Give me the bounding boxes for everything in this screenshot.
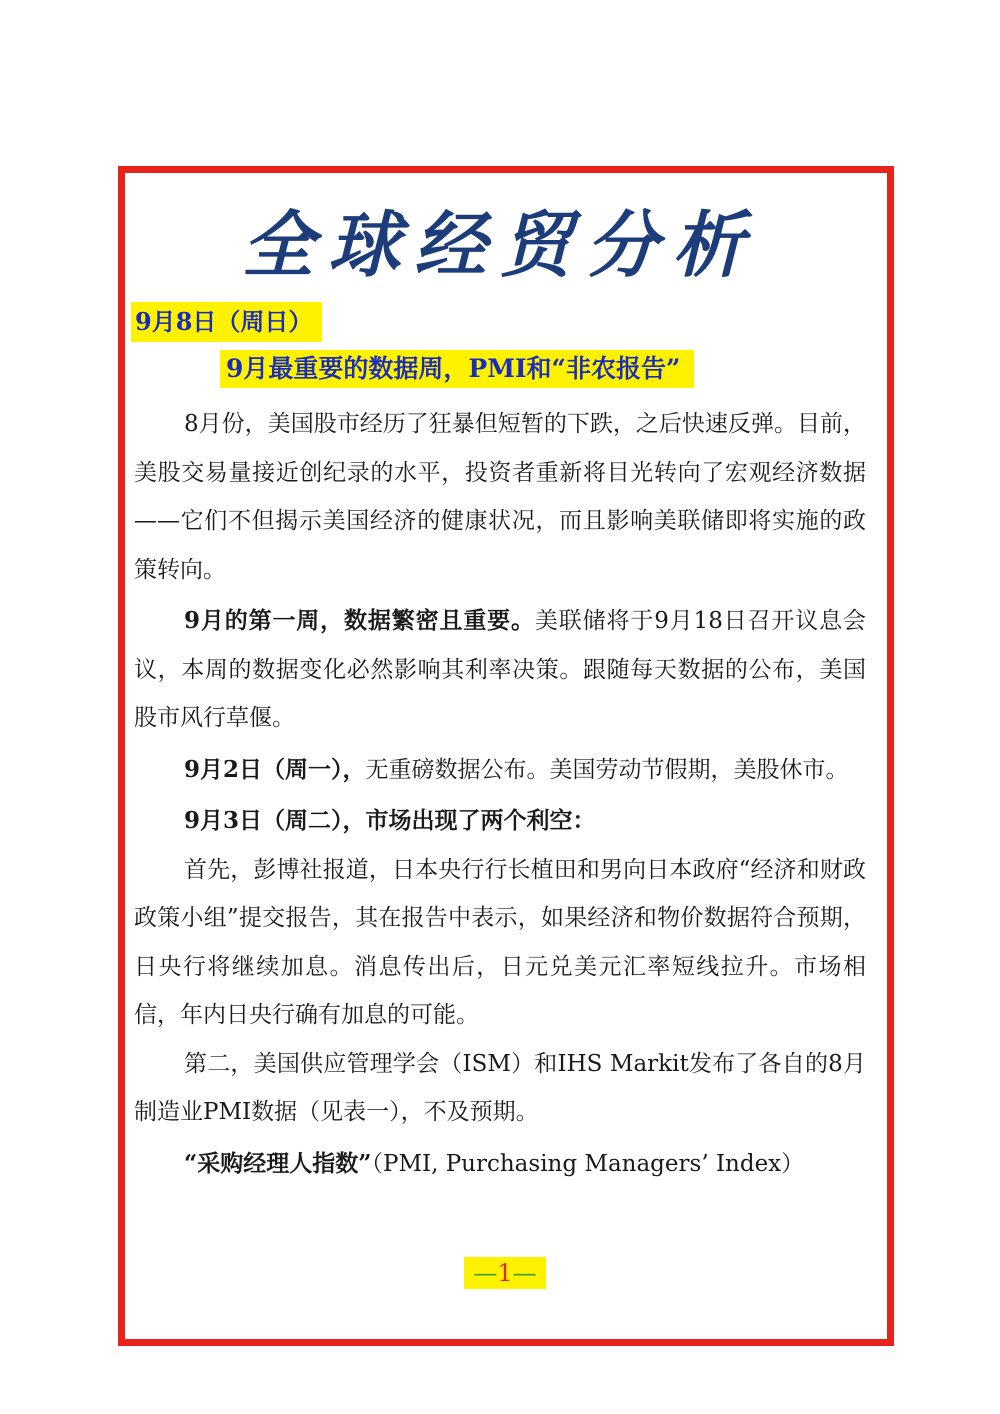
paragraph: 9月3日（周二），市场出现了两个利空：: [184, 807, 596, 834]
article-headline: 9月最重要的数据周，PMI和“非农报告”: [220, 350, 694, 388]
paragraph: 8月份，美国股市经历了狂暴但短暂的下跌，之后快速反弹。目前，美股交易量接近创纪录的水平，投资者重新将目光转向了宏观经济数据——它们不但揭示美国经济的健康状况，而且影响美联储即将实施的政策转向。: [134, 411, 866, 583]
paragraph: “采购经理人指数”（PMI, Purchasing Managers’ Index）: [184, 1149, 805, 1177]
paragraph: 9月的第一周，数据繁密且重要。美联储将于9月18日召开议息会议，本周的数据变化必然影响其利率决策。跟随每天数据的公布，美国股市风行草偃。: [134, 607, 866, 731]
article-body: [134, 400, 866, 1188]
page-dash-right: —: [512, 1259, 537, 1287]
paragraph: 首先，彭博社报道，日本央行行长植田和男向日本政府“经济和财政政策小组”提交报告，其在报告中表示，如果经济和物价数据符合预期，日央行将继续加息。消息传出后，日元兑美元汇率短线拉升。市场相信，年内日央行确有加息的可能。: [134, 856, 866, 1028]
paragraph: 9月2日（周一），无重磅数据公布。美国劳动节假期，美股休市。: [184, 755, 849, 783]
paragraph: 第二，美国供应管理学会（ISM）和IHS Markit发布了各自的8月制造业PMI数据（见表一），不及预期。: [134, 1050, 866, 1125]
masthead-title: 全球经贸分析: [241, 203, 758, 287]
page-number-value: 1: [497, 1259, 513, 1287]
date-tag: 9月8日（周日）: [131, 302, 322, 342]
page-dash-left: —: [473, 1259, 498, 1287]
page-number: [464, 1257, 546, 1289]
